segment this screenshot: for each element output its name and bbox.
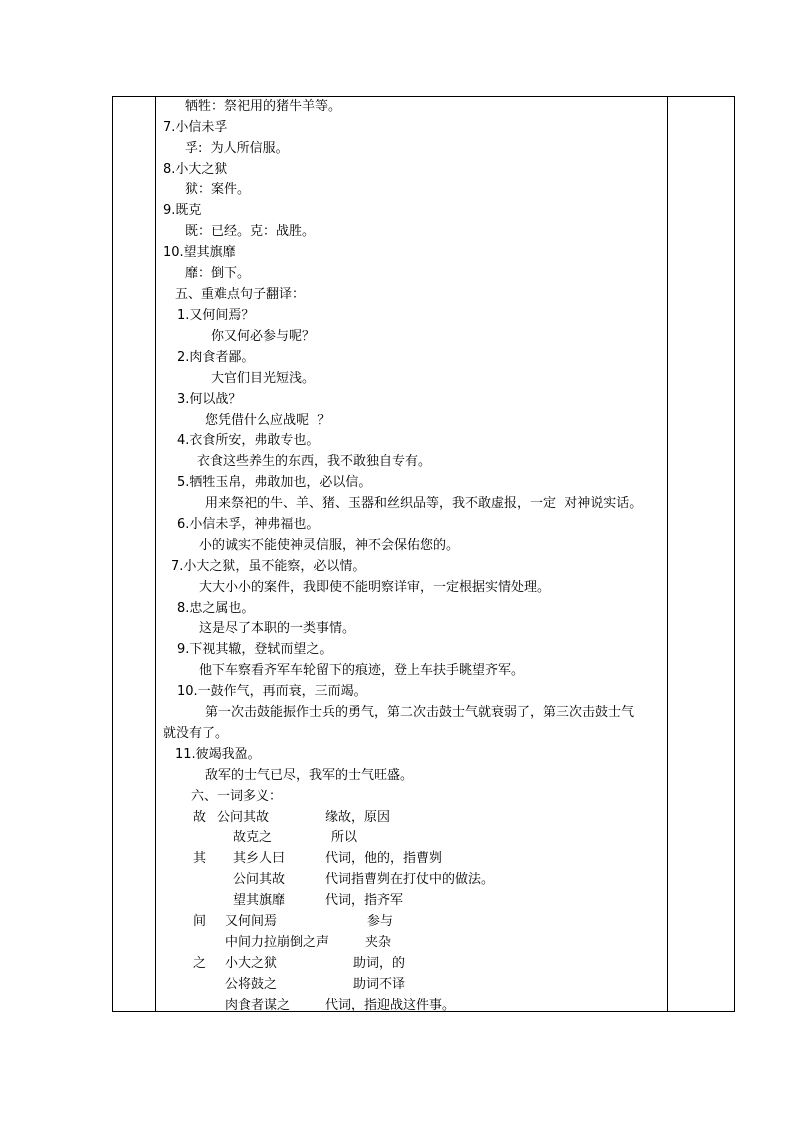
text-line: 大官们目光短浅。 bbox=[211, 371, 316, 386]
column-divider bbox=[155, 97, 156, 1011]
text-line: 8.忠之属也。 bbox=[177, 601, 255, 616]
text-line: 你又何必参与呢？ bbox=[211, 329, 316, 344]
polysemy-example: 公将鼓之 bbox=[225, 977, 278, 992]
text-line: 牺牲：祭祀用的猪牛羊等。 bbox=[185, 99, 342, 114]
polysemy-char: 之 bbox=[193, 956, 207, 971]
text-line: 3.何以战？ bbox=[177, 392, 242, 407]
section-heading: 五、重难点句子翻译： bbox=[175, 287, 306, 302]
text-line: 7.小信未孚 bbox=[163, 120, 228, 135]
polysemy-meaning: 代词指曹刿在打仗中的做法。 bbox=[325, 872, 495, 887]
text-line: 小的诚实不能使神灵信服，神不会保佑您的。 bbox=[199, 538, 460, 553]
column-divider bbox=[667, 97, 668, 1011]
polysemy-char: 故 bbox=[193, 810, 207, 825]
polysemy-meaning: 代词，他的，指曹刿 bbox=[325, 851, 443, 866]
text-line: 2.肉食者鄙。 bbox=[177, 350, 255, 365]
polysemy-meaning: 夹杂 bbox=[365, 935, 392, 950]
polysemy-example: 其乡人曰 bbox=[233, 851, 286, 866]
text-line: 靡：倒下。 bbox=[185, 266, 251, 281]
text-line: 1.又何间焉？ bbox=[177, 308, 255, 323]
polysemy-meaning: 参与 bbox=[367, 914, 394, 929]
text-line: 就没有了。 bbox=[163, 726, 229, 741]
polysemy-meaning: 缘故，原因 bbox=[325, 810, 391, 825]
text-line: 狱：案件。 bbox=[185, 182, 251, 197]
polysemy-example: 中间力拉崩倒之声 bbox=[225, 935, 330, 950]
text-line: 8.小大之狱 bbox=[163, 162, 228, 177]
text-line: 5.牺牲玉帛，弗敢加也，必以信。 bbox=[177, 475, 372, 490]
text-line: 敌军的士气已尽，我军的士气旺盛。 bbox=[205, 768, 414, 783]
polysemy-meaning: 助词不译 bbox=[353, 977, 406, 992]
text-line: 第一次击鼓能振作士兵的勇气，第二次击鼓士气就衰弱了，第三次击鼓士气 bbox=[205, 705, 635, 720]
text-line: 7.小大之狱，虽不能察，必以情。 bbox=[171, 559, 366, 574]
text-line: 9.既克 bbox=[163, 203, 202, 218]
polysemy-char: 其 bbox=[193, 851, 207, 866]
polysemy-example: 小大之狱 bbox=[225, 956, 278, 971]
polysemy-example: 肉食者谋之 bbox=[225, 998, 291, 1013]
polysemy-example: 公问其故 bbox=[217, 810, 270, 825]
content-table bbox=[112, 96, 735, 1012]
text-line: 大大小小的案件，我即使不能明察详审，一定根据实情处理。 bbox=[199, 580, 551, 595]
polysemy-example: 又何间焉 bbox=[225, 914, 278, 929]
text-line: 11.彼竭我盈。 bbox=[175, 747, 261, 762]
polysemy-meaning: 代词，指迎战这件事。 bbox=[325, 998, 456, 1013]
polysemy-example: 故克之 bbox=[233, 830, 273, 845]
text-line: 10.望其旗靡 bbox=[163, 245, 236, 260]
text-line: 这是尽了本职的一类事情。 bbox=[199, 621, 356, 636]
section-heading: 六、一词多义： bbox=[191, 789, 283, 804]
polysemy-example: 公问其故 bbox=[233, 872, 286, 887]
polysemy-meaning: 代词，指齐军 bbox=[325, 893, 404, 908]
text-line: 衣食这些养生的东西，我不敢独自专有。 bbox=[197, 454, 432, 469]
text-line: 6.小信未孚，神弗福也。 bbox=[177, 517, 320, 532]
polysemy-meaning: 助词，的 bbox=[353, 956, 406, 971]
polysemy-meaning: 所以 bbox=[331, 830, 358, 845]
text-line: 他下车察看齐军车轮留下的痕迹，登上车扶手眺望齐军。 bbox=[199, 663, 525, 678]
polysemy-example: 望其旗靡 bbox=[233, 893, 286, 908]
text-line: 4.衣食所安，弗敢专也。 bbox=[177, 433, 320, 448]
polysemy-char: 间 bbox=[193, 914, 207, 929]
text-line: 既：已经。克：战胜。 bbox=[185, 224, 316, 239]
text-line: 用来祭祀的牛、羊、猪、玉器和丝织品等，我不敢虚报，一定 对神说实话。 bbox=[205, 496, 643, 511]
text-line: 您凭借什么应战呢 ？ bbox=[205, 413, 331, 428]
text-line: 9.下视其辙，登轼而望之。 bbox=[177, 642, 333, 657]
text-line: 10.一鼓作气，再而衰，三而竭。 bbox=[177, 684, 367, 699]
text-line: 孚: 为人所信服。 bbox=[185, 141, 289, 156]
